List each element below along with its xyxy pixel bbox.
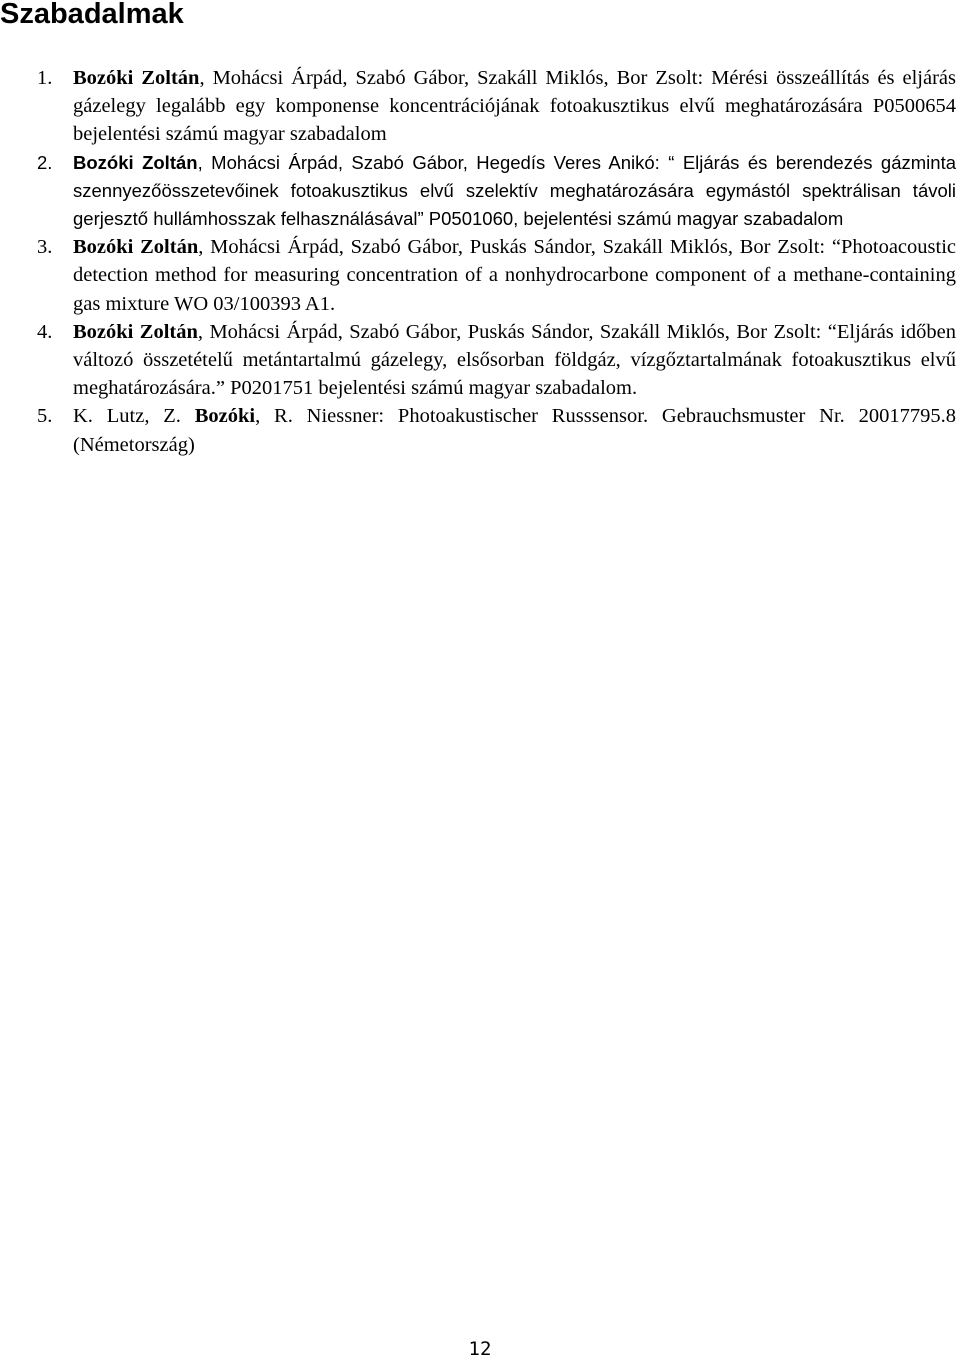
patent-number: 5. [37, 405, 53, 428]
patent-number: 3. [37, 236, 53, 259]
patent-lead-author: Bozóki Zoltán [73, 320, 198, 343]
patent-lead-author: Bozóki Zoltán [73, 236, 199, 259]
patent-item-4 [0, 318, 956, 403]
patent-list [0, 64, 956, 459]
patent-item-5 [0, 402, 956, 458]
patent-number: 2. [37, 151, 53, 173]
patent-item-2 [0, 149, 956, 234]
patent-citation-text: , Mohácsi Árpád, Szabó Gábor, Hegedís Veres Anikó: “ Eljárás és berendezés gázminta szennyezőösszetevőinek fotoakusztikus elvű szelektív meghatározására egymástól spektrálisan távoli gerjesztő hullámhosszak felhasználásával” P0501060, bejelentési számú magyar szabadalom [73, 151, 956, 230]
patent-number: 4. [37, 320, 53, 343]
patent-lead-author: Bozóki Zoltán [73, 151, 198, 173]
patent-citation-text: , Mohácsi Árpád, Szabó Gábor, Szakáll Miklós, Bor Zsolt: Mérési összeállítás és eljárás gázelegy legalább egy komponense koncentrációjának fotoakusztikus elvű meghatározására P0500654 bejelentési számú magyar szabadalom [73, 67, 956, 146]
patent-lead-author: Bozóki [194, 405, 256, 428]
patent-item-3 [0, 233, 956, 318]
patent-citation-text: , Mohácsi Árpád, Szabó Gábor, Puskás Sándor, Szakáll Miklós, Bor Zsolt: “Eljárás időben változó összetételű metántartalmú gázelegy, elsősorban földgáz, vízgőztartalmának fotoakusztikus elvű meghatározására.” P0201751 bejelentési számú magyar szabadalom. [73, 320, 956, 400]
patent-number: 1. [37, 67, 53, 89]
patent-lead-author: Bozóki Zoltán [73, 67, 200, 89]
section-heading: Szabadalmak [0, 0, 184, 30]
page-number: 12 [468, 1338, 492, 1360]
patent-item-1 [0, 64, 956, 149]
patent-citation-text: , R. Niessner: Photoakustischer Russsensor. Gebrauchsmuster Nr. 20017795.8 (Németország) [73, 405, 956, 456]
patent-citation-text: , Mohácsi Árpád, Szabó Gábor, Puskás Sándor, Szakáll Miklós, Bor Zsolt: “Photoacoustic detection method for measuring concentration of a nonhydrocarbone component of a methane-containing gas mixture WO 03/100393 A1. [73, 236, 956, 315]
patent-citation-prefix: K. Lutz, Z. [73, 405, 195, 428]
